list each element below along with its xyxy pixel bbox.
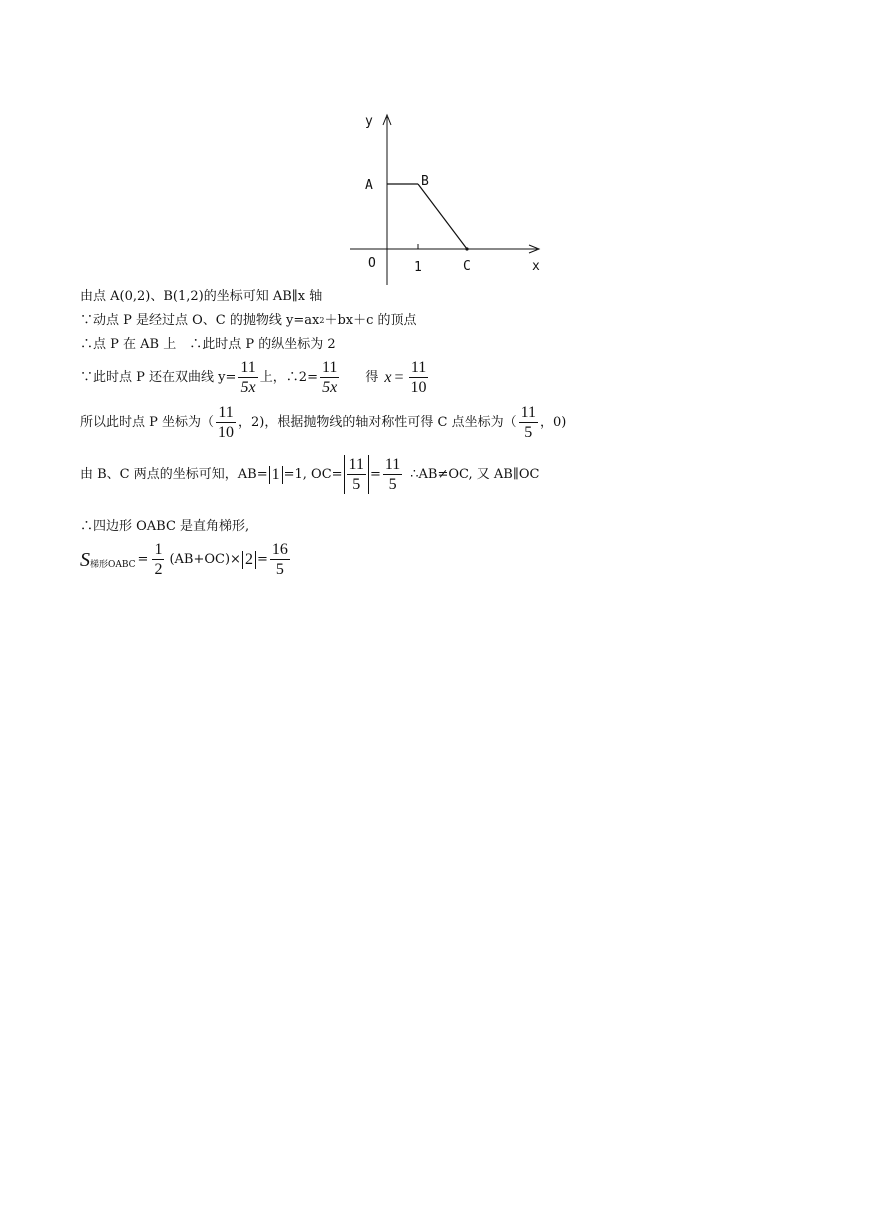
equals-sign: =: [394, 368, 404, 386]
fraction-11-5x: $\frac{11}{5x}$: [240, 359, 256, 396]
fraction-11-10-b: $\frac{11}{10}$: [218, 404, 235, 441]
label-y: y: [365, 114, 373, 129]
text-line-7: [80, 518, 249, 536]
fraction-11-5-c: $\frac{11}{5}$: [384, 456, 401, 493]
area-subscript: 梯形OABC: [90, 559, 136, 570]
text-line-2: [80, 312, 417, 330]
label-c: C: [463, 259, 471, 274]
coordinate-figure: [345, 105, 550, 290]
line3-text: ∴点 P 在 AB 上 ∴此时点 P 的纵坐标为 2: [80, 337, 336, 352]
text-line-4: [80, 358, 431, 397]
label-x: x: [532, 259, 540, 274]
line1-text: 由点 A(0,2)、B(1,2)的坐标可知 AB∥x 轴: [80, 289, 323, 304]
line8-equals-1: =: [137, 551, 149, 567]
line2-exponent: 2: [319, 316, 325, 325]
line2-text-a: ∵动点 P 是经过点 O、C 的抛物线 y=ax: [80, 313, 320, 328]
line8-text-a: (AB+OC)×: [169, 551, 241, 567]
area-symbol: S: [80, 548, 90, 571]
abs-value-11-5: $\frac{11}{5}$: [344, 455, 369, 494]
line4-text-b: 上，∴2=: [259, 369, 318, 385]
label-a: A: [365, 178, 373, 193]
line2-text-b: ＋bx＋c 的顶点: [324, 313, 417, 328]
text-line-8: [80, 540, 292, 579]
point-c: [465, 247, 468, 250]
label-b: B: [421, 174, 429, 189]
line6-text-d: ∴AB≠OC, 又 AB∥OC: [410, 466, 540, 482]
abs-value-1: 1: [269, 466, 283, 484]
line6-equals: =: [369, 466, 381, 482]
line8-equals-2: =: [256, 551, 268, 567]
line5-text-b: ，2)，根据抛物线的轴对称性可得 C 点坐标为（: [238, 414, 517, 430]
text-line-1: [80, 288, 322, 306]
text-line-3: [80, 336, 336, 354]
var-x: x: [384, 368, 392, 386]
label-o: O: [368, 256, 376, 271]
line5-text-a: 所以此时点 P 坐标为（: [80, 414, 215, 430]
fraction-1-2: $\frac{1}{2}$: [154, 541, 163, 578]
fraction-16-5: $\frac{16}{5}$: [271, 541, 288, 578]
text-line-6: [80, 455, 539, 494]
line4-text-c: 得: [365, 369, 379, 385]
abs-value-2: 2: [242, 551, 256, 569]
line7-text: ∴四边形 OABC 是直角梯形,: [80, 519, 250, 534]
label-1: 1: [414, 260, 422, 275]
fraction-11-5x-2: $\frac{11}{5x}$: [321, 359, 338, 396]
line6-text-a: 由 B、C 两点的坐标可知，AB=: [80, 466, 268, 482]
line5-text-c: ，0): [539, 414, 567, 430]
segment-bc: [418, 184, 467, 249]
text-line-5: [80, 403, 566, 442]
fraction-11-10: $\frac{11}{10}$: [410, 359, 427, 396]
line4-text-a: ∵此时点 P 还在双曲线 y=: [80, 369, 237, 385]
fraction-11-5: $\frac{11}{5}$: [520, 404, 536, 441]
line6-text-b: =1, OC=: [283, 466, 343, 482]
